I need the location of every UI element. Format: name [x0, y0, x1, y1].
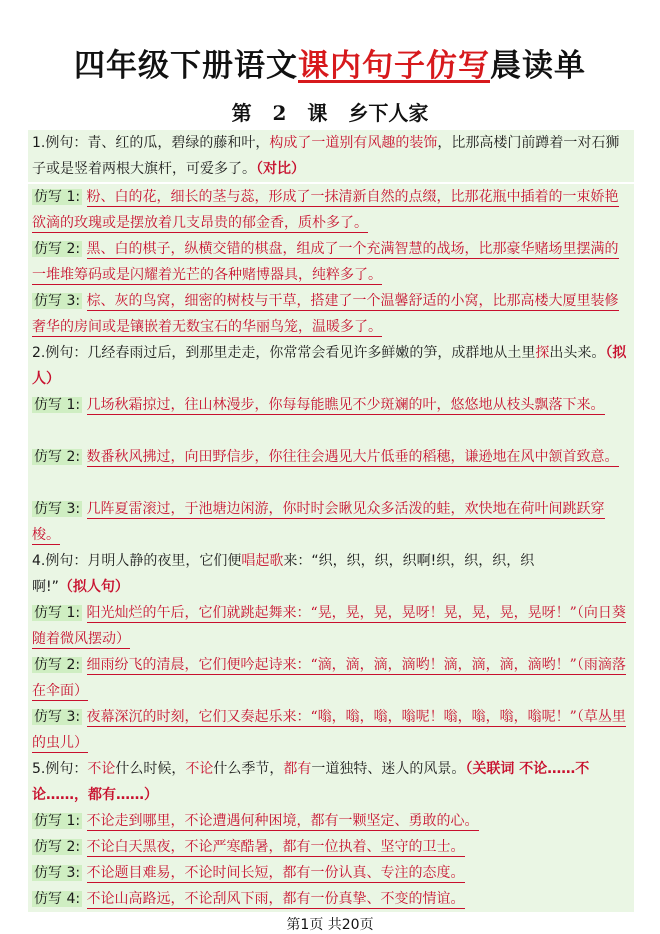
imitation-label: 仿写 1:	[34, 813, 81, 829]
imitation-text: 夜幕深沉的时刻，它们又奏起乐来：“嗡，嗡，嗡，嗡呢！嗡，嗡，嗡，嗡呢！”（草丛里的虫儿）	[32, 709, 626, 751]
imitation-text: 阳光灿烂的午后，它们就跳起舞来：“晃，晃，晃，晃呀！晃，晃，晃，晃呀！”（向日葵随着微风摆动）	[32, 605, 626, 647]
example-sentence-5: 5.例句：不论什么时候，不论什么季节，都有一道独特、迷人的风景。（关联词 不论……不论……，都有……）	[28, 756, 634, 808]
imitation-1-1	[28, 184, 634, 236]
page-number: 第1页 共20页	[286, 917, 374, 933]
imitation-1-3	[28, 288, 634, 340]
example-sentence-2: 2.例句：几经春雨过后，到那里走走，你常常会看见许多鲜嫩的笋，成群地从土里探出头来。（拟人）	[28, 340, 634, 392]
imitation-text: 黑、白的棋子，纵横交错的棋盘，组成了一个充满智慧的战场，比那豪华赌场里摆满的一堆堆筹码或是闪耀着光芒的各种赌博器具，纯粹多了。	[32, 241, 619, 283]
imitation-label: 仿写 2:	[34, 241, 81, 257]
imitation-label: 仿写 2:	[34, 839, 81, 855]
imitation-4-3	[28, 704, 634, 756]
imitation-2-3	[28, 496, 634, 548]
imitation-text: 细雨纷飞的清晨，它们便吟起诗来：“滴，滴，滴，滴哟！滴，滴，滴，滴哟！”（雨滴落在伞面）	[32, 657, 626, 699]
lesson-title: 第 2 课 乡下人家	[231, 101, 429, 125]
imitation-4-2	[28, 652, 634, 704]
imitation-1-2	[28, 236, 634, 288]
imitation-4-1	[28, 600, 634, 652]
imitation-label: 仿写 1:	[34, 189, 81, 205]
figure-of-speech-tag: （对比）	[256, 161, 305, 177]
imitation-text: 几阵夏雷滚过，于池塘边闲游，你时时会瞅见众多活泼的蛙，欢快地在荷叶间跳跃穿梭。	[32, 501, 605, 543]
imitation-text: 粉、白的花，细长的茎与蕊，形成了一抹清新自然的点缀，比那花瓶中插着的一束娇艳欲滴的玫瑰或是摆放着几支昂贵的郁金香，质朴多了。	[32, 189, 619, 231]
imitation-2-1	[28, 392, 634, 444]
figure-of-speech-tag: （拟人句）	[58, 579, 129, 595]
example-sentence-4: 4.例句：月明人静的夜里，它们便唱起歌来：“织，织，织，织啊!织，织，织，织啊!”（拟人句）	[28, 548, 634, 600]
conjunction-word: 不论	[185, 761, 214, 777]
imitation-label: 仿写 2:	[34, 449, 81, 465]
imitation-label: 仿写 3:	[34, 293, 81, 309]
imitation-text: 棕、灰的鸟窝，细密的树枝与干草，搭建了一个温馨舒适的小窝，比那高楼大厦里装修奢华的房间或是镶嵌着无数宝石的华丽鸟笼，温暖多了。	[32, 293, 619, 335]
page-title	[0, 40, 660, 85]
imitation-5-1	[28, 808, 634, 834]
conjunction-word: 都有	[283, 761, 312, 777]
imitation-label: 仿写 4:	[34, 891, 81, 907]
conjunction-word: 不论	[87, 761, 116, 777]
imitation-5-2	[28, 834, 634, 860]
imitation-text: 不论题目难易，不论时间长短，都有一份认真、专注的态度。	[86, 865, 465, 881]
title-highlight: 课内句子仿写	[298, 48, 490, 84]
imitation-5-3	[28, 860, 634, 886]
title-text-2: 晨读单	[490, 48, 586, 84]
imitation-label: 仿写 2:	[34, 657, 81, 673]
example-highlight: 构成了一道别有风趣的装饰	[269, 135, 438, 151]
imitation-5-4	[28, 886, 634, 912]
figure-of-speech-tag: （拟人）	[32, 345, 627, 387]
example-highlight: 探	[535, 345, 550, 361]
imitation-text: 数番秋风拂过，向田野信步，你往往会遇见大片低垂的稻穗，谦逊地在风中颔首致意。	[86, 449, 619, 465]
imitation-text: 不论走到哪里，不论遭遇何种困境，都有一颗坚定、勇敢的心。	[86, 813, 479, 829]
figure-of-speech-tag: （关联词 不论……不论……，都有……）	[32, 761, 590, 803]
title-text-1: 四年级下册语文	[74, 48, 298, 84]
imitation-text: 几场秋霜掠过，往山林漫步，你每每能瞧见不少斑斓的叶，悠悠地从枝头飘落下来。	[86, 397, 605, 413]
imitation-label: 仿写 1:	[34, 397, 81, 413]
imitation-label: 仿写 3:	[34, 709, 81, 725]
imitation-label: 仿写 3:	[34, 865, 81, 881]
imitation-text: 不论山高路远，不论刮风下雨，都有一份真挚、不变的情谊。	[86, 891, 465, 907]
imitation-2-2	[28, 444, 634, 496]
example-highlight: 唱起歌	[241, 553, 284, 569]
imitation-label: 仿写 3:	[34, 501, 81, 517]
example-sentence-1: 1.例句：青、红的瓜，碧绿的藤和叶，构成了一道别有风趣的装饰，比那高楼门前蹲着一对石狮子或是竖着两根大旗杆，可爱多了。（对比）	[28, 130, 634, 182]
imitation-label: 仿写 1:	[34, 605, 81, 621]
imitation-text: 不论白天黑夜，不论严寒酷暑，都有一位执着、坚守的卫士。	[86, 839, 465, 855]
